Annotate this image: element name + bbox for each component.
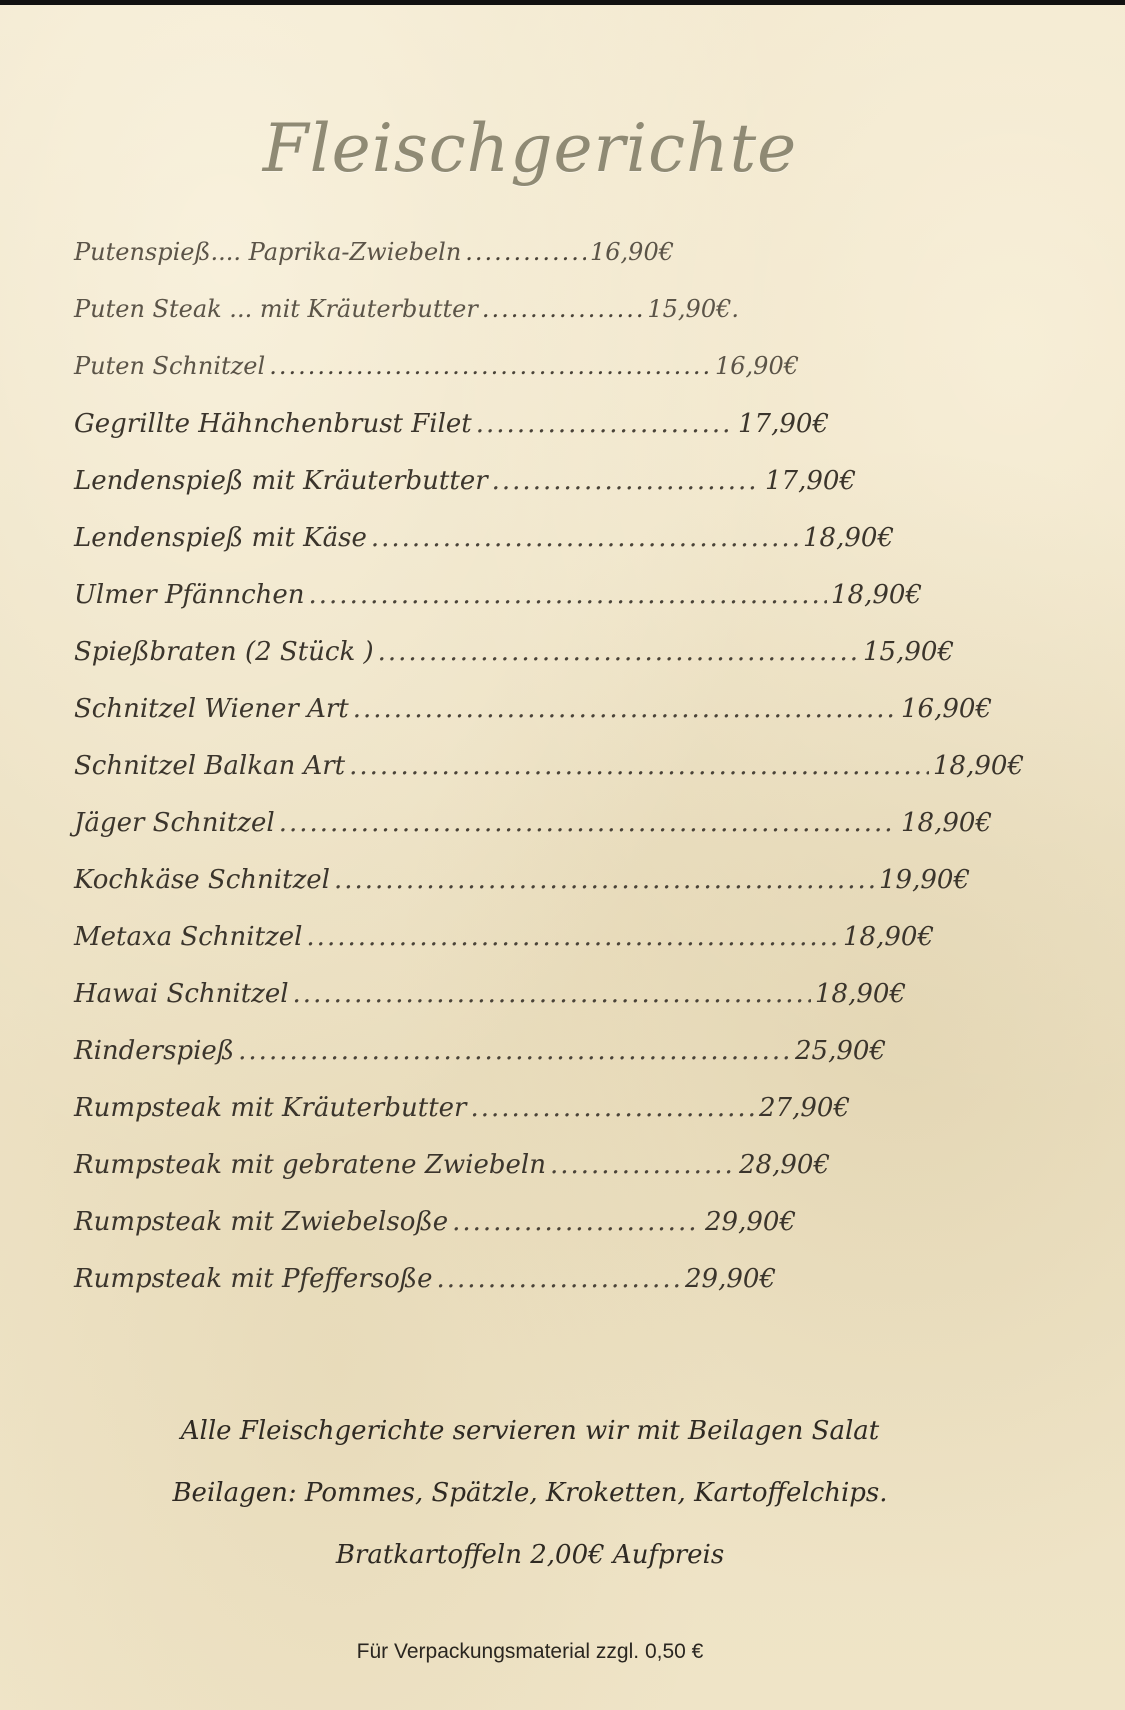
menu-item-name: Jäger Schnitzel bbox=[74, 808, 275, 838]
menu-item bbox=[74, 352, 799, 409]
dot-leader bbox=[492, 466, 761, 496]
menu-item-name: Putenspieß.... Paprika-Zwiebeln bbox=[74, 238, 462, 266]
menu-item bbox=[74, 466, 856, 523]
menu-item-price: 17,90€ bbox=[738, 409, 829, 439]
dot-leader bbox=[550, 1150, 735, 1180]
menu-item-price: 29,90€ bbox=[685, 1264, 776, 1294]
menu-item-name: Rumpsteak mit Kräuterbutter bbox=[74, 1093, 467, 1123]
menu-item bbox=[74, 751, 1024, 808]
menu-item-name: Lendenspieß mit Käse bbox=[74, 523, 367, 553]
footer-line-salad: Alle Fleischgerichte servieren wir mit Beilagen Salat bbox=[180, 1416, 880, 1446]
dot-leader bbox=[349, 751, 929, 781]
menu-item bbox=[74, 1207, 796, 1264]
dot-leader bbox=[353, 694, 897, 724]
menu-item bbox=[74, 238, 674, 295]
menu-item-name: Puten Schnitzel bbox=[74, 352, 266, 380]
menu-item-price: 18,90€ bbox=[933, 751, 1024, 781]
menu-item bbox=[74, 808, 992, 865]
dot-leader bbox=[437, 1264, 682, 1294]
menu-item-price: 29,90€ bbox=[705, 1207, 796, 1237]
dot-leader bbox=[378, 637, 859, 667]
menu-item-name: Metaxa Schnitzel bbox=[74, 922, 303, 952]
dot-leader bbox=[334, 865, 875, 895]
menu-item bbox=[74, 1036, 886, 1093]
side-dish-info bbox=[0, 1400, 1060, 1586]
menu-item-price: 18,90€ bbox=[815, 979, 906, 1009]
menu-item-price: 18,90€ bbox=[843, 922, 934, 952]
menu-item-name: Ulmer Pfännchen bbox=[74, 580, 305, 610]
dot-leader bbox=[293, 979, 811, 1009]
menu-item bbox=[74, 1264, 776, 1321]
menu-item-name: Schnitzel Wiener Art bbox=[74, 694, 349, 724]
menu-item-price: 17,90€ bbox=[765, 466, 856, 496]
menu-item bbox=[74, 865, 970, 922]
menu-item-price: 19,90€ bbox=[879, 865, 970, 895]
dot-leader bbox=[482, 295, 644, 323]
menu-item-price: 16,90€ bbox=[590, 238, 674, 266]
menu-item-price: 15,90€. bbox=[647, 295, 739, 323]
menu-item-price: 15,90€ bbox=[863, 637, 954, 667]
menu-item-name: Spießbraten (2 Stück ) bbox=[74, 637, 374, 667]
menu-item bbox=[74, 1093, 850, 1150]
menu-item bbox=[74, 295, 739, 352]
top-edge-bar bbox=[0, 0, 1125, 5]
menu-item-price: 16,90€ bbox=[715, 352, 799, 380]
menu-item bbox=[74, 922, 934, 979]
dot-leader bbox=[470, 1093, 755, 1123]
dot-leader bbox=[269, 352, 711, 380]
menu-item-name: Schnitzel Balkan Art bbox=[74, 751, 346, 781]
dot-leader bbox=[452, 1207, 701, 1237]
menu-item bbox=[74, 637, 954, 694]
menu-item bbox=[74, 979, 906, 1036]
dot-leader bbox=[279, 808, 897, 838]
menu-item-name: Puten Steak ... mit Kräuterbutter bbox=[74, 295, 478, 323]
page-title: Fleischgerichte bbox=[262, 110, 798, 187]
menu-list bbox=[74, 238, 1074, 1321]
menu-item-name: Rumpsteak mit Zwiebelsoße bbox=[74, 1207, 449, 1237]
menu-item-name: Gegrillte Hähnchenbrust Filet bbox=[74, 409, 472, 439]
dot-leader bbox=[465, 238, 586, 266]
menu-item-price: 18,90€ bbox=[831, 580, 922, 610]
menu-item-name: Rumpsteak mit gebratene Zwiebeln bbox=[74, 1150, 546, 1180]
footer-line-sides: Beilagen: Pommes, Spätzle, Kroketten, Kartoffelchips. bbox=[172, 1478, 888, 1508]
dot-leader bbox=[309, 580, 828, 610]
packaging-note: Für Verpackungsmaterial zzgl. 0,50 € bbox=[356, 1640, 704, 1663]
menu-item-name: Lendenspieß mit Kräuterbutter bbox=[74, 466, 488, 496]
menu-item-name: Rinderspieß bbox=[74, 1036, 235, 1066]
menu-item bbox=[74, 409, 829, 466]
menu-item bbox=[74, 694, 992, 751]
dot-leader bbox=[238, 1036, 791, 1066]
footer-line-surcharge: Bratkartoffeln 2,00€ Aufpreis bbox=[335, 1540, 725, 1570]
dot-leader bbox=[476, 409, 734, 439]
menu-item bbox=[74, 1150, 830, 1207]
dot-leader bbox=[306, 922, 839, 952]
menu-item-name: Hawai Schnitzel bbox=[74, 979, 289, 1009]
dot-leader bbox=[371, 523, 799, 553]
menu-item-price: 28,90€ bbox=[739, 1150, 830, 1180]
menu-item bbox=[74, 580, 922, 637]
menu-item-name: Rumpsteak mit Pfeffersoße bbox=[74, 1264, 433, 1294]
menu-item-price: 25,90€ bbox=[795, 1036, 886, 1066]
menu-item-price: 16,90€ bbox=[901, 694, 992, 724]
menu-item-name: Kochkäse Schnitzel bbox=[74, 865, 330, 895]
menu-item-price: 18,90€ bbox=[803, 523, 894, 553]
menu-item bbox=[74, 523, 894, 580]
menu-item-price: 27,90€ bbox=[759, 1093, 850, 1123]
menu-item-price: 18,90€ bbox=[901, 808, 992, 838]
